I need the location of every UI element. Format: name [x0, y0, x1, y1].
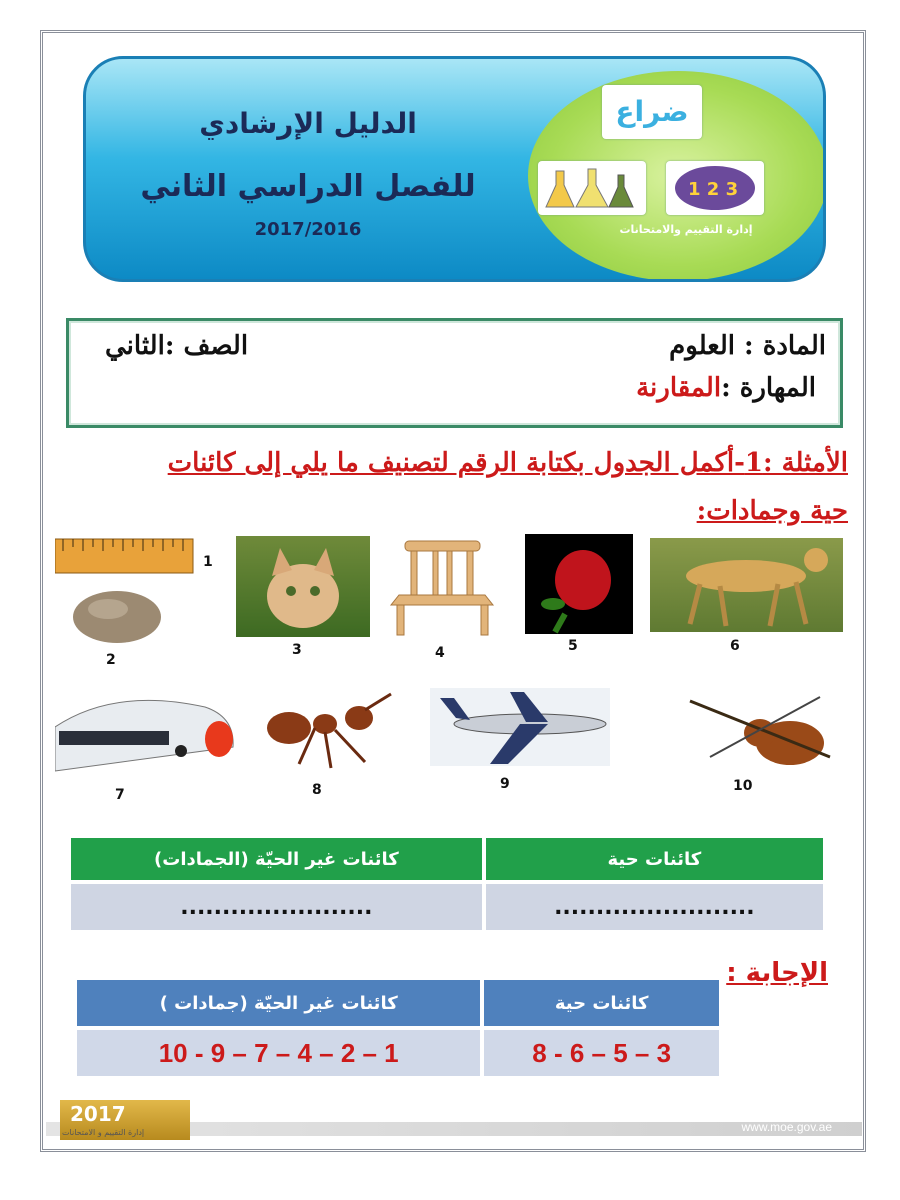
answer-label: الإجابة : [726, 958, 828, 988]
banner-title-line2: للفصل الدراسي الثاني [140, 169, 476, 204]
picture-number-5: 5 [568, 638, 578, 654]
picture-number-8: 8 [312, 782, 322, 798]
chair-picture [385, 537, 500, 637]
exercise-header-nonliving: كائنات غير الحيّة (الجمادات) [71, 838, 482, 880]
picture-number-4: 4 [435, 645, 445, 661]
picture-number-10: 10 [733, 778, 753, 794]
skill-label: المهارة : [721, 373, 816, 403]
logo-text: ضراع [615, 95, 689, 128]
banner-title [138, 59, 478, 279]
picture-number-1: 1 [203, 554, 213, 570]
answer-nonliving-values: 10 - 9 – 7 – 4 – 2 – 1 [77, 1030, 480, 1076]
footer-department: إدارة التقييم و الامتحانات [62, 1128, 145, 1137]
lab-flasks-icon [538, 161, 646, 215]
rose-picture [525, 534, 633, 634]
header-banner [83, 56, 826, 282]
kitten-picture [236, 536, 370, 637]
subject-info-box [66, 318, 843, 428]
grade-label: الصف :الثاني [105, 331, 249, 361]
svg-text:1 2 3: 1 2 3 [688, 179, 739, 200]
footer-year: 2017 [70, 1102, 126, 1126]
exercise-blank-nonliving[interactable]: ....................... [71, 884, 482, 930]
logo-badge [602, 85, 702, 139]
violin-picture [680, 687, 832, 773]
banner-year: 2017/2016 [254, 219, 362, 240]
exercise-blank-living[interactable]: ........................ [486, 884, 823, 930]
department-label: إدارة التقييم والامتحانات [619, 223, 753, 236]
answer-header-nonliving: كائنات غير الحيّة (جمادات ) [77, 980, 480, 1026]
answer-header-living: كائنات حية [484, 980, 719, 1026]
banner-title-line1: الدليل الإرشادي [199, 107, 417, 140]
picture-number-3: 3 [292, 642, 302, 658]
answer-table [73, 976, 723, 1080]
footer-website[interactable]: www.moe.gov.ae [741, 1120, 832, 1134]
airplane-picture [430, 688, 610, 766]
train-picture [55, 687, 235, 777]
ministry-logo-area [528, 71, 826, 281]
rock-picture [70, 585, 165, 645]
picture-number-7: 7 [115, 787, 125, 803]
picture-number-9: 9 [500, 776, 510, 792]
question-line1: الأمثلة :1-أكمل الجدول بكتابة الرقم لتصنيف ما يلي إلى كائنات [167, 448, 848, 478]
page-footer [46, 1100, 862, 1140]
exercise-header-living: كائنات حية [486, 838, 823, 880]
picture-number-2: 2 [106, 652, 116, 668]
ruler-picture [55, 537, 220, 574]
cheetah-picture [650, 538, 843, 632]
question-line2: حية وجمادات: [696, 496, 848, 526]
skill-line [636, 373, 816, 403]
answer-living-values: 8 - 6 – 5 – 3 [484, 1030, 719, 1076]
subject-label: المادة : العلوم [669, 331, 826, 361]
exercise-table [67, 834, 827, 934]
picture-number-6: 6 [730, 638, 740, 654]
math-numbers-icon [666, 161, 764, 215]
skill-value: المقارنة [636, 373, 722, 403]
ant-picture [255, 688, 400, 776]
